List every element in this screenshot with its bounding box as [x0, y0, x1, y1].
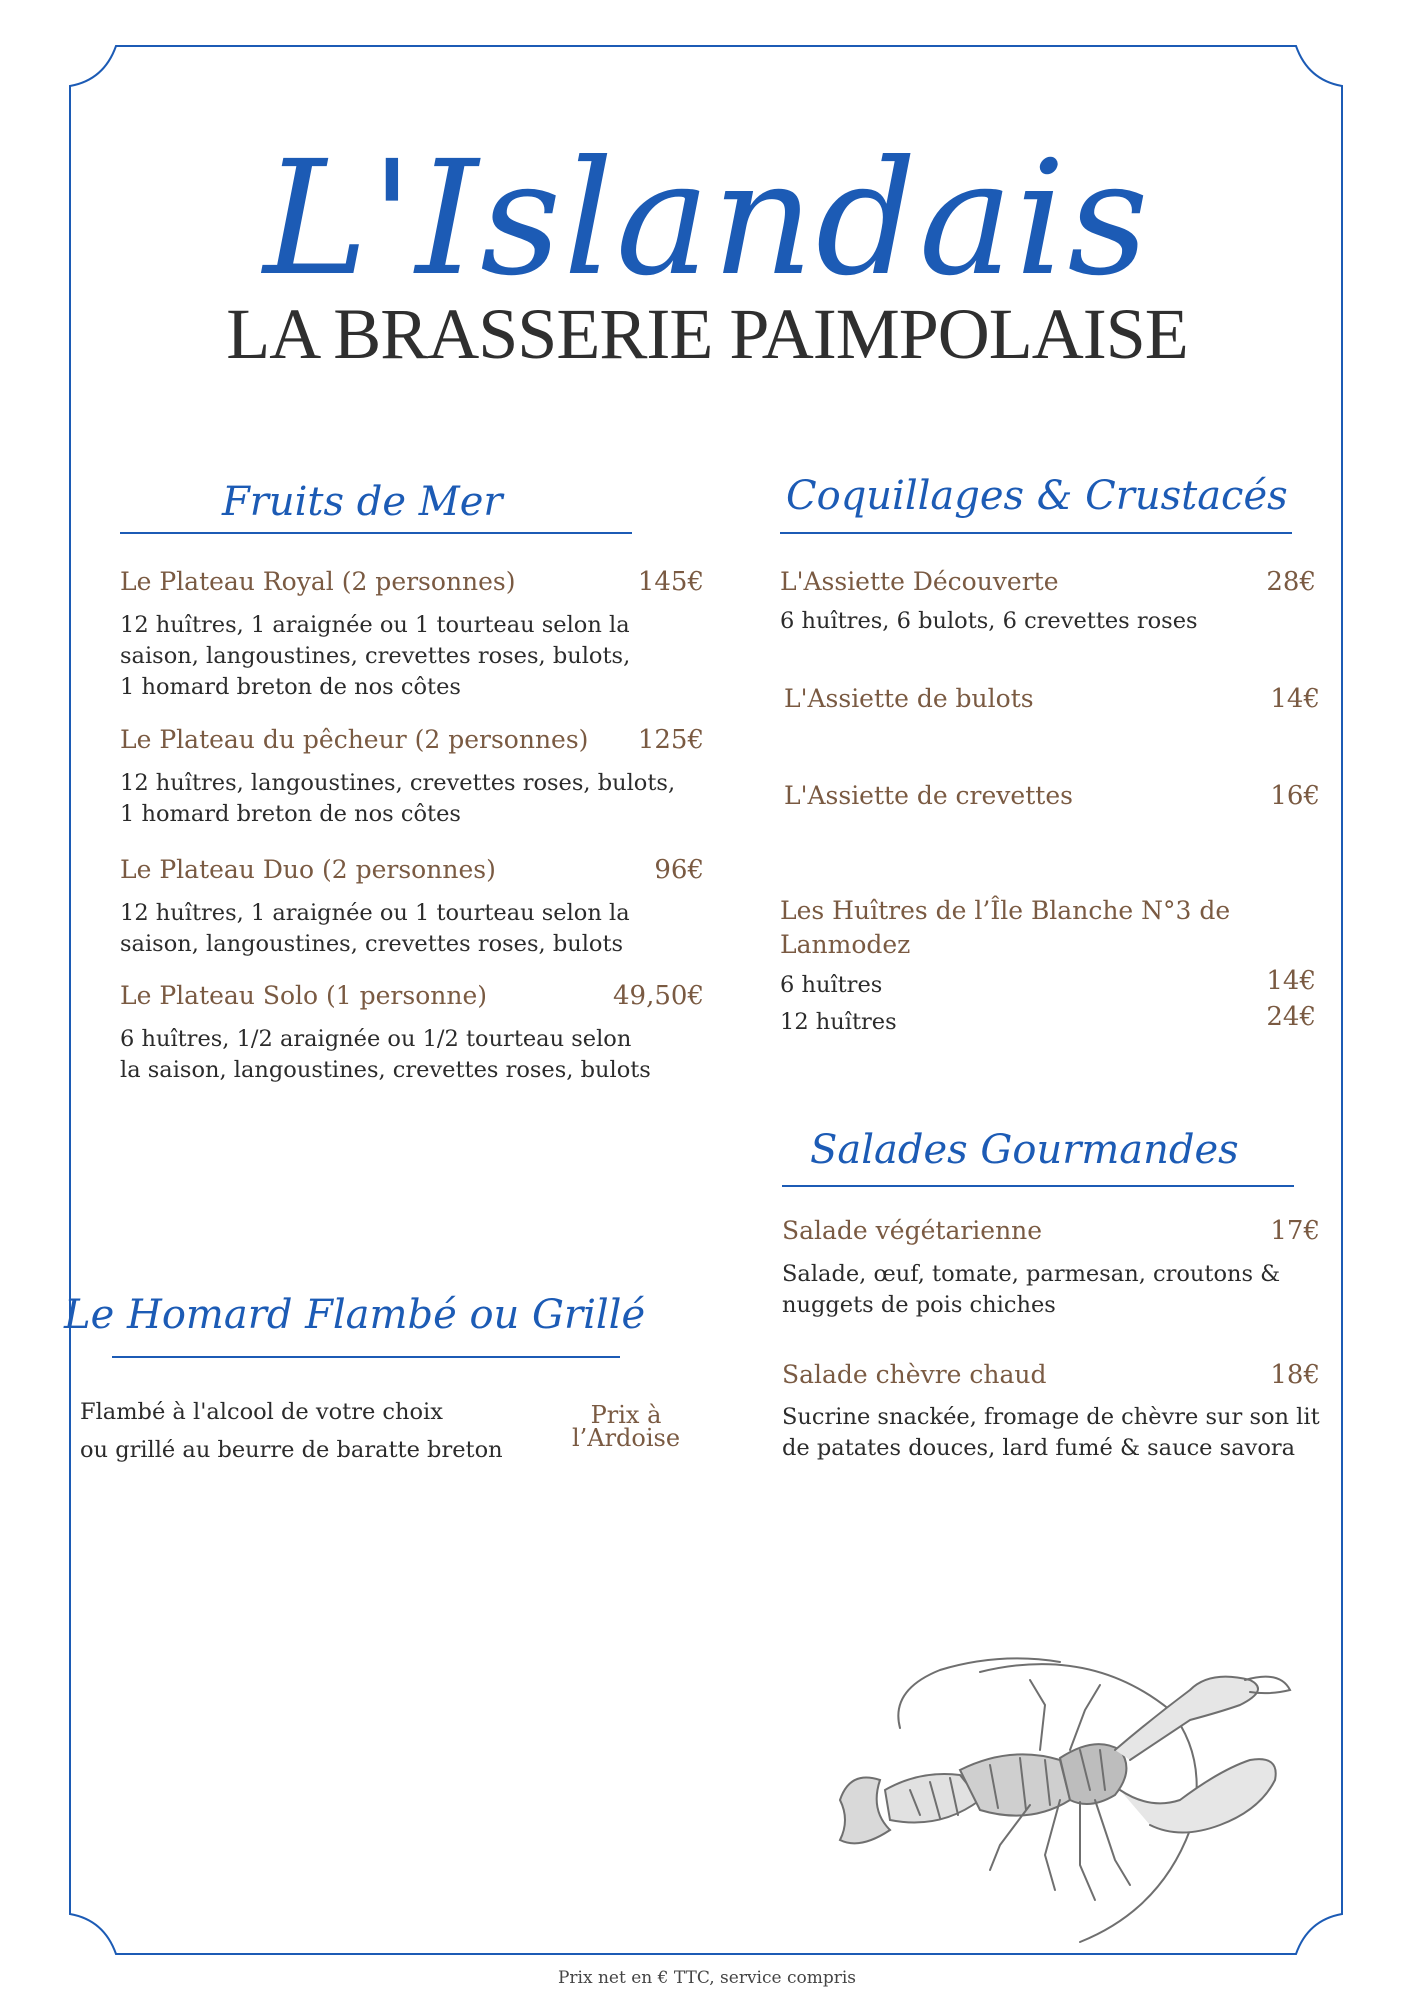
menu-item-description: Salade, œuf, tomate, parmesan, croutons & nuggets de pois chiches [782, 1261, 1281, 1318]
menu-item-price: 16€ [1270, 781, 1320, 811]
section-rule [112, 1356, 620, 1358]
menu-item-price: 49,50€ [613, 981, 704, 1011]
menu-item-name: Le Plateau Royal (2 personnes) [120, 567, 516, 596]
section-rule [120, 532, 632, 534]
menu-item-price: 17€ [1270, 1216, 1320, 1246]
menu-item-name: Le Plateau Solo (1 personne) [120, 981, 488, 1010]
menu-item-description: 6 huîtres, 1/2 araignée ou 1/2 tourteau selon la saison, langoustines, crevettes roses, bulots [120, 1026, 651, 1083]
footer-note: Prix net en € TTC, service compris [557, 1968, 857, 1988]
section-title-homard: Le Homard Flambé ou Grillé [64, 1292, 646, 1338]
section-title-salades: Salades Gourmandes [810, 1127, 1239, 1173]
oyster-option-price: 14€ [1266, 966, 1316, 996]
menu-item-name: Le Plateau du pêcheur (2 personnes) [120, 725, 589, 754]
menu-item-price: 14€ [1270, 684, 1320, 714]
section-rule [780, 532, 1292, 534]
menu-item-description: 12 huîtres, 1 araignée ou 1 tourteau selon la saison, langoustines, crevettes roses, bulots, 1 homard breton de nos côtes [120, 612, 631, 700]
oyster-option-label: 12 huîtres [780, 1009, 897, 1035]
menu-item-price: 125€ [637, 725, 704, 755]
menu-item-price: 145€ [637, 567, 704, 597]
homard-description: Flambé à l'alcool de votre choix ou grillé au beurre de baratte breton [80, 1399, 503, 1463]
section-title-fruits-de-mer: Fruits de Mer [222, 479, 503, 525]
section-rule [782, 1185, 1294, 1187]
menu-item-name: Salade chèvre chaud [782, 1360, 1047, 1389]
homard-price: Prix à l’Ardoise [571, 1401, 681, 1452]
menu-item-name: L'Assiette de bulots [784, 684, 1034, 713]
section-title-coquillages: Coquillages & Crustacés [786, 473, 1288, 519]
menu-item-description: Sucrine snackée, fromage de chèvre sur son lit de patates douces, lard fumé & sauce savora [782, 1404, 1320, 1461]
menu-item-price: 18€ [1270, 1360, 1320, 1390]
oyster-option-price: 24€ [1266, 1002, 1316, 1032]
menu-item-description: 12 huîtres, 1 araignée ou 1 tourteau selon la saison, langoustines, crevettes roses, bulots [120, 900, 630, 957]
menu-item-name: L'Assiette Découverte [780, 567, 1059, 596]
menu-item-description: 12 huîtres, langoustines, crevettes roses, bulots, 1 homard breton de nos côtes [120, 770, 676, 827]
menu-item-name: Le Plateau Duo (2 personnes) [120, 855, 496, 884]
restaurant-subtitle: LA BRASSERIE PAIMPOLAISE [226, 294, 1188, 374]
menu-item-name: L'Assiette de crevettes [784, 781, 1073, 810]
menu-item-price: 28€ [1266, 567, 1316, 597]
menu-item-price: 96€ [654, 855, 704, 885]
lobster-illustration [830, 1650, 1300, 1950]
oyster-option-label: 6 huîtres [780, 972, 883, 998]
menu-item-description: 6 huîtres, 6 bulots, 6 crevettes roses [780, 608, 1198, 634]
restaurant-logo: L'Islandais [263, 127, 1151, 311]
oysters-title: Les Huîtres de l’Île Blanche N°3 de Lanmodez [780, 896, 1231, 959]
menu-item-name: Salade végétarienne [782, 1216, 1043, 1245]
